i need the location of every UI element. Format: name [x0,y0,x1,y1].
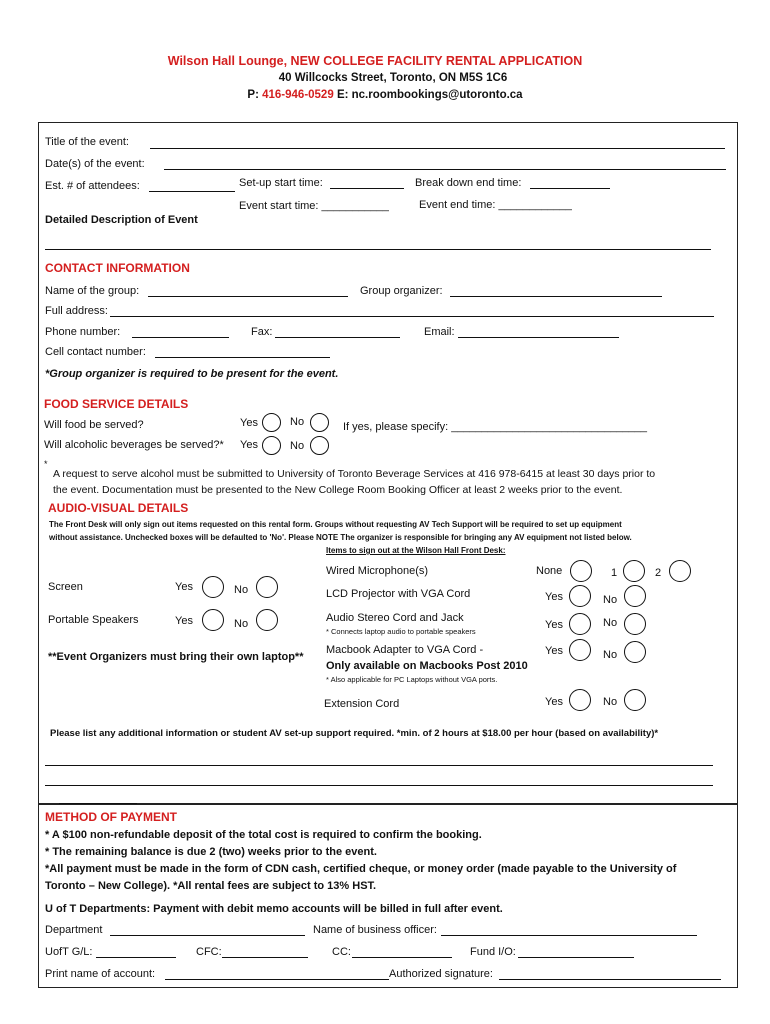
cfc-field[interactable] [222,957,308,958]
alcohol-note-1: A request to serve alcohol must be submitted to University of Toronto Beverage Services at 416 978-6415 at least 30 days prior to [53,468,656,480]
event-dates-field[interactable] [164,169,726,170]
asterisk: * [44,459,48,469]
food-no-label: No [290,416,305,428]
uoft-departments: U of T Departments: Payment with debit memo accounts will be billed in full after event. [45,903,503,915]
food-heading: FOOD SERVICE DETAILS [44,397,189,411]
signature-label: Authorized signature: [389,968,493,980]
email-label: Email: [424,326,455,338]
macbook-yes-label: Yes [545,645,563,657]
speakers-yes-label: Yes [175,615,193,627]
print-name-field[interactable] [165,979,389,980]
macbook-yes-checkbox[interactable] [569,639,591,661]
event-title-field[interactable] [150,148,725,149]
event-title-label: Title of the event: [45,136,129,148]
fund-label: Fund I/O: [470,946,516,958]
audio-yes-label: Yes [545,619,563,631]
payment-heading: METHOD OF PAYMENT [45,810,178,824]
extension-label: Extension Cord [324,698,400,710]
lcd-label: LCD Projector with VGA Cord [326,588,471,600]
payment-divider [59,803,137,804]
setup-time-field[interactable] [330,188,404,189]
lcd-yes-label: Yes [545,591,563,603]
alcohol-question: Will alcoholic beverages be served?* [44,439,224,451]
breakdown-time-field[interactable] [530,188,610,189]
payment-forms-1: *All payment must be made in the form of CDN cash, certified cheque, or money order (made payable to the University of [45,863,677,875]
event-dates-label: Date(s) of the event: [45,158,145,170]
speakers-no-checkbox[interactable] [256,609,278,631]
alcohol-no-checkbox[interactable] [310,436,329,455]
event-end-label[interactable]: Event end time: ____________ [419,199,572,211]
group-name-label: Name of the group: [45,285,140,297]
screen-no-label: No [234,584,249,596]
form-title: Wilson Hall Lounge, NEW COLLEGE FACILITY RENTAL APPLICATION [167,54,583,68]
extension-yes-label: Yes [545,696,563,708]
lcd-yes-checkbox[interactable] [569,585,591,607]
phone-number: 416-946-0529 [262,89,334,101]
food-yes-label: Yes [240,417,258,429]
extension-yes-checkbox[interactable] [569,689,591,711]
macbook-no-label: No [603,649,618,661]
food-specify[interactable]: If yes, please specify: ________________________________ [343,421,647,433]
department-field[interactable] [110,935,305,936]
contact-line: P: 416-946-0529 E: nc.roombookings@utoronto.ca [247,89,523,101]
speakers-no-label: No [234,618,249,630]
audio-stereo-note: * Connects laptop audio to portable speakers [326,627,476,636]
attendees-field[interactable] [149,191,235,192]
extension-no-checkbox[interactable] [624,689,646,711]
alcohol-yes-label: Yes [240,439,258,451]
macbook-availability: Only available on Macbooks Post 2010 [326,660,528,672]
screen-yes-label: Yes [175,581,193,593]
payment-deposit: * A $100 non-refundable deposit of the total cost is required to confirm the booking. [45,829,482,841]
alcohol-no-label: No [290,440,305,452]
attendees-label: Est. # of attendees: [45,180,140,192]
cc-field[interactable] [352,957,452,958]
audio-stereo-label: Audio Stereo Cord and Jack [326,612,464,624]
av-note-2: without assistance. Unchecked boxes will be defaulted to 'No'. Please NOTE The organizer is responsible for bringing any AV equipment not listed below. [49,533,632,542]
audio-yes-checkbox[interactable] [569,613,591,635]
business-officer-field[interactable] [441,935,697,936]
description-field[interactable] [45,249,711,250]
macbook-no-checkbox[interactable] [624,641,646,663]
mic-none-checkbox[interactable] [570,560,592,582]
extension-no-label: No [603,696,618,708]
event-start-label[interactable]: Event start time: ___________ [239,200,389,212]
mic-one-label: 1 [611,567,618,579]
av-note-1: The Front Desk will only sign out items requested on this rental form. Groups without requesting AV Tech Support will be required to set up equipment [49,520,622,529]
speakers-yes-checkbox[interactable] [202,609,224,631]
lcd-no-label: No [603,594,618,606]
fax-field[interactable] [275,337,400,338]
email-address: nc.roombookings@utoronto.ca [351,89,523,101]
mic-two-label: 2 [655,567,662,579]
print-name-label: Print name of account: [45,968,156,980]
phone-label: Phone number: [45,326,121,338]
macbook-label: Macbook Adapter to VGA Cord - [326,644,484,656]
business-officer-label: Name of business officer: [313,924,437,936]
food-no-checkbox[interactable] [310,413,329,432]
address: 40 Willcocks Street, Toronto, ON M5S 1C6 [278,72,508,84]
food-question: Will food be served? [44,419,144,431]
screen-no-checkbox[interactable] [256,576,278,598]
contact-heading: CONTACT INFORMATION [45,261,190,275]
audio-no-label: No [603,617,618,629]
organizer-note: *Group organizer is required to be present for the event. [45,368,339,380]
fax-label: Fax: [251,326,273,338]
additional-info-line-2[interactable] [45,785,713,786]
macbook-note: * Also applicable for PC Laptops without VGA ports. [326,675,498,684]
cc-label: CC: [332,946,351,958]
food-yes-checkbox[interactable] [262,413,281,432]
organizer-label: Group organizer: [360,285,443,297]
av-items-heading: Items to sign out at the Wilson Hall Front Desk: [326,546,506,555]
setup-time-label: Set-up start time: [239,177,323,189]
description-label: Detailed Description of Event [45,214,198,226]
alcohol-yes-checkbox[interactable] [262,436,281,455]
cfc-label: CFC: [196,946,222,958]
full-address-label: Full address: [45,305,108,317]
laptop-note: **Event Organizers must bring their own laptop** [48,651,304,663]
payment-balance: * The remaining balance is due 2 (two) weeks prior to the event. [45,846,377,858]
organizer-field[interactable] [450,296,662,297]
wired-mic-label: Wired Microphone(s) [326,565,429,577]
signature-field[interactable] [499,979,721,980]
cell-label: Cell contact number: [45,346,146,358]
fund-field[interactable] [518,957,634,958]
av-heading: AUDIO-VISUAL DETAILS [48,501,189,515]
email-field[interactable] [458,337,619,338]
mic-two-checkbox[interactable] [669,560,691,582]
cell-field[interactable] [155,357,330,358]
gl-label: UofT G/L: [45,946,93,958]
breakdown-time-label: Break down end time: [415,177,522,189]
payment-forms-2: Toronto – New College). *All rental fees are subject to 13% HST. [45,880,377,892]
screen-yes-checkbox[interactable] [202,576,224,598]
additional-info-line-1[interactable] [45,765,713,766]
additional-info-label: Please list any additional information or student AV set-up support required. *min. of 2 hours at $18.00 per hour (based on availability)* [50,728,659,739]
department-label: Department [45,924,103,936]
mic-none-label: None [536,565,563,577]
full-address-field[interactable] [110,316,714,317]
alcohol-note-2: the event. Documentation must be presented to the New College Room Booking Officer at least 2 weeks prior to the event. [53,484,623,496]
mic-one-checkbox[interactable] [623,560,645,582]
speakers-label: Portable Speakers [48,614,139,626]
group-name-field[interactable] [148,296,348,297]
gl-field[interactable] [96,957,176,958]
screen-label: Screen [48,581,83,593]
phone-field[interactable] [132,337,229,338]
lcd-no-checkbox[interactable] [624,585,646,607]
audio-no-checkbox[interactable] [624,613,646,635]
